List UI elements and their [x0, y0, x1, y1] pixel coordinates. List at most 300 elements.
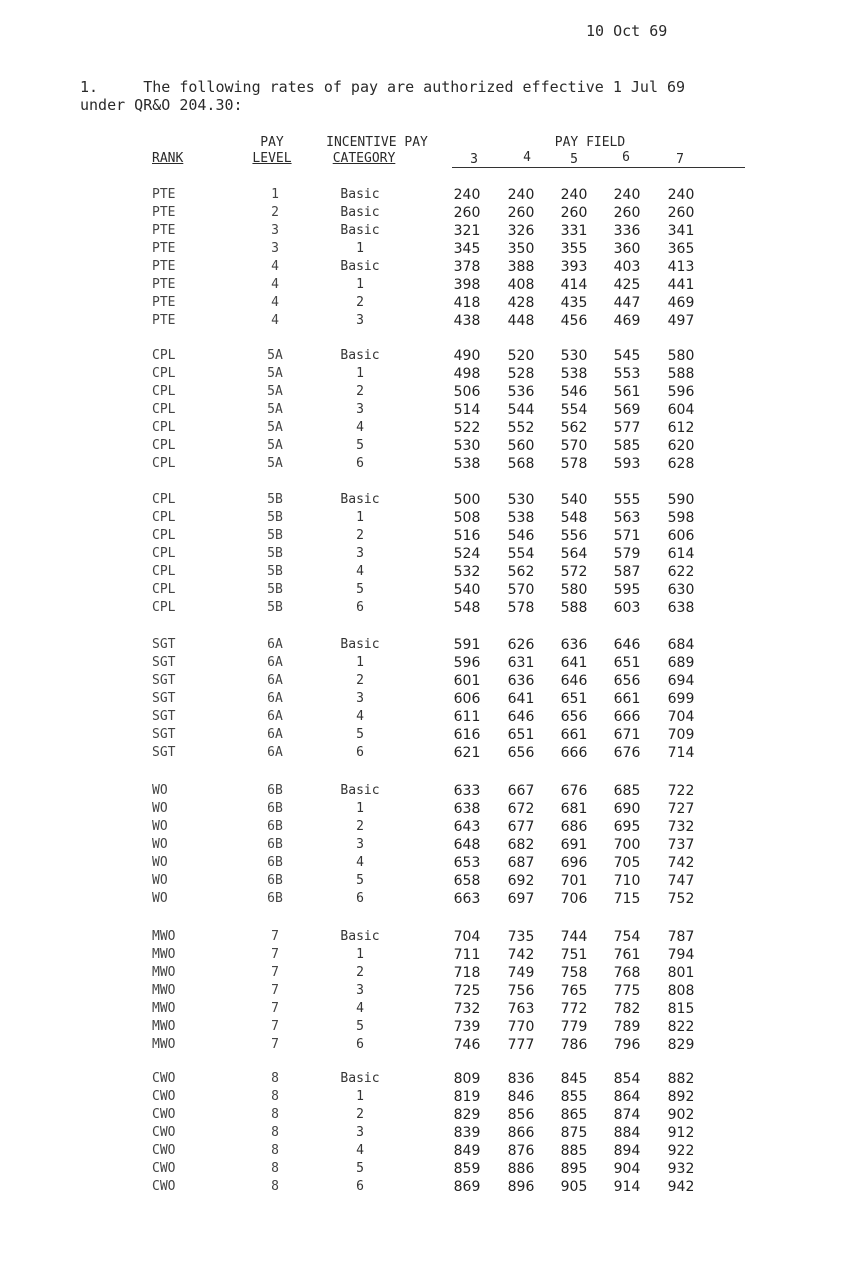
pay-value-cell: 418 — [453, 295, 481, 311]
table-row — [0, 204, 850, 222]
pay-value-cell: 709 — [667, 727, 695, 743]
pay-value-cell: 942 — [667, 1179, 695, 1195]
pay-value-cell: 568 — [507, 456, 535, 472]
rank-cell: CWO — [152, 1071, 176, 1086]
incentive-category-cell: 2 — [356, 965, 364, 980]
pay-value-cell: 646 — [613, 637, 641, 653]
table-row — [0, 708, 850, 726]
pay-value-cell: 874 — [613, 1107, 641, 1123]
rank-cell: SGT — [152, 655, 176, 670]
pay-value-cell: 641 — [507, 691, 535, 707]
pay-value-cell: 365 — [667, 241, 695, 257]
pay-level-cell: 7 — [271, 947, 279, 962]
pay-value-cell: 570 — [560, 438, 588, 454]
incentive-category-cell: 5 — [356, 1019, 364, 1034]
pay-value-cell: 540 — [560, 492, 588, 508]
pay-value-cell: 690 — [613, 801, 641, 817]
pay-value-cell: 622 — [667, 564, 695, 580]
pay-value-cell: 596 — [453, 655, 481, 671]
pay-level-cell: 6A — [267, 745, 283, 760]
pay-level-cell: 6A — [267, 709, 283, 724]
pay-value-cell: 845 — [560, 1071, 588, 1087]
pay-value-cell: 522 — [453, 420, 481, 436]
pay-level-cell: 4 — [271, 313, 279, 328]
rank-cell: MWO — [152, 983, 176, 998]
table-row — [0, 1018, 850, 1036]
rank-cell: CPL — [152, 420, 176, 435]
pay-value-cell: 686 — [560, 819, 588, 835]
pay-value-cell: 704 — [453, 929, 481, 945]
pay-value-cell: 676 — [560, 783, 588, 799]
pay-value-cell: 240 — [453, 187, 481, 203]
pay-value-cell: 849 — [453, 1143, 481, 1159]
pay-value-cell: 651 — [613, 655, 641, 671]
pay-value-cell: 540 — [453, 582, 481, 598]
pay-value-cell: 563 — [613, 510, 641, 526]
row-group — [0, 347, 850, 473]
pay-value-cell: 611 — [453, 709, 481, 725]
pay-value-cell: 902 — [667, 1107, 695, 1123]
pay-level-cell: 8 — [271, 1125, 279, 1140]
incentive-category-cell: 4 — [356, 420, 364, 435]
pay-value-cell: 331 — [560, 223, 588, 239]
pay-value-cell: 240 — [560, 187, 588, 203]
pay-level-cell: 6A — [267, 655, 283, 670]
pay-value-cell: 336 — [613, 223, 641, 239]
pay-value-cell: 725 — [453, 983, 481, 999]
table-row — [0, 365, 850, 383]
rank-cell: PTE — [152, 313, 176, 328]
table-row — [0, 1124, 850, 1142]
pay-value-cell: 756 — [507, 983, 535, 999]
pay-value-cell: 859 — [453, 1161, 481, 1177]
pay-value-cell: 350 — [507, 241, 535, 257]
pay-value-cell: 869 — [453, 1179, 481, 1195]
pay-value-cell: 758 — [560, 965, 588, 981]
header-pay-level-top: PAY — [260, 135, 284, 150]
pay-value-cell: 596 — [667, 384, 695, 400]
pay-value-cell: 718 — [453, 965, 481, 981]
table-row — [0, 312, 850, 330]
pay-value-cell: 601 — [453, 673, 481, 689]
pay-value-cell: 413 — [667, 259, 695, 275]
pay-value-cell: 508 — [453, 510, 481, 526]
pay-level-cell: 6B — [267, 855, 283, 870]
table-row — [0, 800, 850, 818]
pay-value-cell: 822 — [667, 1019, 695, 1035]
pay-level-cell: 7 — [271, 965, 279, 980]
table-row — [0, 726, 850, 744]
incentive-category-cell: 3 — [356, 402, 364, 417]
pay-value-cell: 749 — [507, 965, 535, 981]
pay-value-cell: 715 — [613, 891, 641, 907]
pay-value-cell: 448 — [507, 313, 535, 329]
pay-level-cell: 5A — [267, 402, 283, 417]
pay-value-cell: 710 — [613, 873, 641, 889]
row-group — [0, 1070, 850, 1196]
pay-level-cell: 7 — [271, 929, 279, 944]
pay-value-cell: 751 — [560, 947, 588, 963]
pay-value-cell: 732 — [667, 819, 695, 835]
pay-level-cell: 5A — [267, 456, 283, 471]
incentive-category-cell: Basic — [340, 1071, 380, 1086]
rank-cell: CPL — [152, 402, 176, 417]
pay-value-cell: 742 — [507, 947, 535, 963]
pay-value-cell: 552 — [507, 420, 535, 436]
pay-value-cell: 260 — [667, 205, 695, 221]
pay-level-cell: 5A — [267, 420, 283, 435]
pay-value-cell: 603 — [613, 600, 641, 616]
pay-value-cell: 819 — [453, 1089, 481, 1105]
pay-level-cell: 8 — [271, 1179, 279, 1194]
pay-value-cell: 506 — [453, 384, 481, 400]
incentive-category-cell: 1 — [356, 801, 364, 816]
pay-value-cell: 548 — [453, 600, 481, 616]
pay-level-cell: 8 — [271, 1143, 279, 1158]
pay-value-cell: 701 — [560, 873, 588, 889]
table-row — [0, 654, 850, 672]
pay-level-cell: 6A — [267, 727, 283, 742]
pay-value-cell: 782 — [613, 1001, 641, 1017]
table-row — [0, 545, 850, 563]
pay-level-cell: 6A — [267, 673, 283, 688]
pay-value-cell: 705 — [613, 855, 641, 871]
pay-value-cell: 240 — [667, 187, 695, 203]
pay-value-cell: 752 — [667, 891, 695, 907]
pay-value-cell: 530 — [507, 492, 535, 508]
pay-value-cell: 620 — [667, 438, 695, 454]
pay-value-cell: 595 — [613, 582, 641, 598]
pay-value-cell: 646 — [560, 673, 588, 689]
pay-value-cell: 829 — [667, 1037, 695, 1053]
table-row — [0, 1178, 850, 1196]
pay-value-cell: 604 — [667, 402, 695, 418]
table-row — [0, 258, 850, 276]
pay-value-cell: 801 — [667, 965, 695, 981]
incentive-category-cell: Basic — [340, 187, 380, 202]
pay-value-cell: 737 — [667, 837, 695, 853]
pay-value-cell: 398 — [453, 277, 481, 293]
pay-value-cell: 661 — [560, 727, 588, 743]
pay-level-cell: 7 — [271, 1037, 279, 1052]
rank-cell: CPL — [152, 546, 176, 561]
incentive-category-cell: 5 — [356, 727, 364, 742]
incentive-category-cell: 1 — [356, 241, 364, 256]
pay-value-cell: 577 — [613, 420, 641, 436]
pay-value-cell: 514 — [453, 402, 481, 418]
pay-value-cell: 727 — [667, 801, 695, 817]
pay-value-cell: 744 — [560, 929, 588, 945]
pay-value-cell: 580 — [560, 582, 588, 598]
rank-cell: MWO — [152, 947, 176, 962]
rank-cell: CWO — [152, 1125, 176, 1140]
incentive-category-cell: 4 — [356, 855, 364, 870]
pay-value-cell: 704 — [667, 709, 695, 725]
incentive-category-cell: 6 — [356, 891, 364, 906]
rank-cell: SGT — [152, 727, 176, 742]
pay-value-cell: 768 — [613, 965, 641, 981]
table-row — [0, 1160, 850, 1178]
pay-value-cell: 598 — [667, 510, 695, 526]
rank-cell: PTE — [152, 223, 176, 238]
incentive-category-cell: 2 — [356, 295, 364, 310]
rank-cell: CPL — [152, 582, 176, 597]
pay-value-cell: 590 — [667, 492, 695, 508]
intro-line-1: 1. The following rates of pay are authorized effective 1 Jul 69 — [80, 78, 686, 96]
pay-level-cell: 5A — [267, 384, 283, 399]
pay-value-cell: 532 — [453, 564, 481, 580]
pay-value-cell: 885 — [560, 1143, 588, 1159]
rank-cell: CWO — [152, 1161, 176, 1176]
pay-value-cell: 321 — [453, 223, 481, 239]
pay-value-cell: 456 — [560, 313, 588, 329]
pay-value-cell: 866 — [507, 1125, 535, 1141]
pay-value-cell: 839 — [453, 1125, 481, 1141]
incentive-category-cell: 5 — [356, 582, 364, 597]
rank-cell: SGT — [152, 637, 176, 652]
pay-value-cell: 722 — [667, 783, 695, 799]
table-row — [0, 1142, 850, 1160]
pay-value-cell: 739 — [453, 1019, 481, 1035]
incentive-category-cell: 3 — [356, 313, 364, 328]
pay-value-cell: 555 — [613, 492, 641, 508]
pay-value-cell: 408 — [507, 277, 535, 293]
pay-level-cell: 6A — [267, 637, 283, 652]
incentive-category-cell: Basic — [340, 492, 380, 507]
table-row — [0, 222, 850, 240]
pay-value-cell: 585 — [613, 438, 641, 454]
pay-value-cell: 435 — [560, 295, 588, 311]
pay-value-cell: 578 — [507, 600, 535, 616]
pay-value-cell: 554 — [507, 546, 535, 562]
pay-level-cell: 1 — [271, 187, 279, 202]
pay-value-cell: 912 — [667, 1125, 695, 1141]
pay-value-cell: 641 — [560, 655, 588, 671]
intro-line-2: under QR&O 204.30: — [80, 96, 243, 114]
pay-value-cell: 682 — [507, 837, 535, 853]
pay-value-cell: 787 — [667, 929, 695, 945]
pay-value-cell: 663 — [453, 891, 481, 907]
incentive-category-cell: 1 — [356, 655, 364, 670]
pay-value-cell: 875 — [560, 1125, 588, 1141]
pay-value-cell: 692 — [507, 873, 535, 889]
pay-value-cell: 905 — [560, 1179, 588, 1195]
pay-value-cell: 556 — [560, 528, 588, 544]
incentive-category-cell: 4 — [356, 1001, 364, 1016]
pay-value-cell: 695 — [613, 819, 641, 835]
pay-level-cell: 6A — [267, 691, 283, 706]
pay-value-cell: 789 — [613, 1019, 641, 1035]
pay-value-cell: 612 — [667, 420, 695, 436]
pay-value-cell: 685 — [613, 783, 641, 799]
pay-level-cell: 5B — [267, 510, 283, 525]
incentive-category-cell: 5 — [356, 1161, 364, 1176]
pay-level-cell: 7 — [271, 1019, 279, 1034]
incentive-category-cell: Basic — [340, 259, 380, 274]
pay-value-cell: 587 — [613, 564, 641, 580]
pay-value-cell: 428 — [507, 295, 535, 311]
pay-value-cell: 856 — [507, 1107, 535, 1123]
pay-value-cell: 794 — [667, 947, 695, 963]
pay-level-cell: 2 — [271, 205, 279, 220]
incentive-category-cell: Basic — [340, 783, 380, 798]
pay-level-cell: 5B — [267, 546, 283, 561]
pay-level-cell: 5B — [267, 492, 283, 507]
pay-value-cell: 538 — [507, 510, 535, 526]
incentive-category-cell: 1 — [356, 1089, 364, 1104]
rank-cell: SGT — [152, 709, 176, 724]
rank-cell: WO — [152, 891, 168, 906]
pay-value-cell: 530 — [560, 348, 588, 364]
pay-value-cell: 638 — [667, 600, 695, 616]
pay-value-cell: 469 — [667, 295, 695, 311]
rank-cell: CPL — [152, 348, 176, 363]
incentive-category-cell: 1 — [356, 366, 364, 381]
pay-value-cell: 786 — [560, 1037, 588, 1053]
header-rule — [452, 167, 745, 168]
pay-value-cell: 360 — [613, 241, 641, 257]
pay-value-cell: 684 — [667, 637, 695, 653]
pay-value-cell: 667 — [507, 783, 535, 799]
pay-value-cell: 643 — [453, 819, 481, 835]
pay-value-cell: 876 — [507, 1143, 535, 1159]
pay-value-cell: 661 — [613, 691, 641, 707]
incentive-category-cell: 6 — [356, 745, 364, 760]
pay-value-cell: 671 — [613, 727, 641, 743]
pay-value-cell: 770 — [507, 1019, 535, 1035]
pay-level-cell: 3 — [271, 223, 279, 238]
rank-cell: WO — [152, 855, 168, 870]
pay-level-cell: 5B — [267, 564, 283, 579]
pay-value-cell: 754 — [613, 929, 641, 945]
rank-cell: WO — [152, 783, 168, 798]
pay-value-cell: 646 — [507, 709, 535, 725]
pay-value-cell: 895 — [560, 1161, 588, 1177]
pay-level-cell: 4 — [271, 295, 279, 310]
table-row — [0, 455, 850, 473]
pay-value-cell: 528 — [507, 366, 535, 382]
pay-value-cell: 746 — [453, 1037, 481, 1053]
pay-value-cell: 497 — [667, 313, 695, 329]
pay-value-cell: 616 — [453, 727, 481, 743]
pay-value-cell: 914 — [613, 1179, 641, 1195]
table-row — [0, 437, 850, 455]
pay-level-cell: 6B — [267, 819, 283, 834]
pay-level-cell: 6B — [267, 837, 283, 852]
pay-value-cell: 714 — [667, 745, 695, 761]
pay-value-cell: 546 — [560, 384, 588, 400]
pay-value-cell: 260 — [453, 205, 481, 221]
pay-value-cell: 666 — [613, 709, 641, 725]
rank-cell: CWO — [152, 1143, 176, 1158]
incentive-category-cell: 1 — [356, 510, 364, 525]
pay-level-cell: 8 — [271, 1071, 279, 1086]
table-row — [0, 186, 850, 204]
incentive-category-cell: Basic — [340, 223, 380, 238]
pay-value-cell: 696 — [560, 855, 588, 871]
incentive-category-cell: Basic — [340, 205, 380, 220]
rank-cell: CWO — [152, 1179, 176, 1194]
rank-cell: CWO — [152, 1089, 176, 1104]
incentive-category-cell: 6 — [356, 456, 364, 471]
pay-value-cell: 677 — [507, 819, 535, 835]
incentive-category-cell: 4 — [356, 564, 364, 579]
pay-value-cell: 691 — [560, 837, 588, 853]
pay-value-cell: 570 — [507, 582, 535, 598]
table-row — [0, 1000, 850, 1018]
rank-cell: MWO — [152, 1019, 176, 1034]
pay-value-cell: 614 — [667, 546, 695, 562]
rank-cell: MWO — [152, 1001, 176, 1016]
row-group — [0, 928, 850, 1054]
pay-value-cell: 538 — [560, 366, 588, 382]
row-group — [0, 491, 850, 617]
pay-value-cell: 414 — [560, 277, 588, 293]
pay-value-cell: 676 — [613, 745, 641, 761]
rank-cell: CPL — [152, 366, 176, 381]
pay-value-cell: 735 — [507, 929, 535, 945]
pay-value-cell: 761 — [613, 947, 641, 963]
pay-value-cell: 447 — [613, 295, 641, 311]
incentive-category-cell: 3 — [356, 546, 364, 561]
incentive-category-cell: 2 — [356, 819, 364, 834]
pay-value-cell: 904 — [613, 1161, 641, 1177]
pay-value-cell: 775 — [613, 983, 641, 999]
pay-value-cell: 836 — [507, 1071, 535, 1087]
document-date: 10 Oct 69 — [586, 22, 668, 40]
pay-value-cell: 699 — [667, 691, 695, 707]
header-field-7: 7 — [676, 152, 684, 167]
rank-cell: CPL — [152, 456, 176, 471]
pay-value-cell: 378 — [453, 259, 481, 275]
pay-level-cell: 6B — [267, 873, 283, 888]
pay-value-cell: 815 — [667, 1001, 695, 1017]
pay-value-cell: 498 — [453, 366, 481, 382]
pay-value-cell: 742 — [667, 855, 695, 871]
pay-value-cell: 694 — [667, 673, 695, 689]
incentive-category-cell: 1 — [356, 947, 364, 962]
table-row — [0, 928, 850, 946]
pay-level-cell: 7 — [271, 1001, 279, 1016]
rank-cell: CWO — [152, 1107, 176, 1122]
pay-level-cell: 7 — [271, 983, 279, 998]
pay-level-cell: 4 — [271, 259, 279, 274]
pay-value-cell: 882 — [667, 1071, 695, 1087]
pay-value-cell: 864 — [613, 1089, 641, 1105]
pay-level-cell: 6B — [267, 801, 283, 816]
pay-value-cell: 425 — [613, 277, 641, 293]
pay-value-cell: 524 — [453, 546, 481, 562]
table-row — [0, 401, 850, 419]
pay-value-cell: 569 — [613, 402, 641, 418]
pay-value-cell: 626 — [507, 637, 535, 653]
pay-value-cell: 638 — [453, 801, 481, 817]
pay-value-cell: 441 — [667, 277, 695, 293]
pay-value-cell: 578 — [560, 456, 588, 472]
table-row — [0, 347, 850, 365]
pay-value-cell: 536 — [507, 384, 535, 400]
rank-cell: MWO — [152, 965, 176, 980]
pay-value-cell: 579 — [613, 546, 641, 562]
pay-level-cell: 3 — [271, 241, 279, 256]
incentive-category-cell: 1 — [356, 277, 364, 292]
rank-cell: CPL — [152, 438, 176, 453]
incentive-category-cell: 4 — [356, 1143, 364, 1158]
pay-value-cell: 588 — [560, 600, 588, 616]
table-row — [0, 818, 850, 836]
pay-value-cell: 240 — [507, 187, 535, 203]
pay-level-cell: 5A — [267, 366, 283, 381]
